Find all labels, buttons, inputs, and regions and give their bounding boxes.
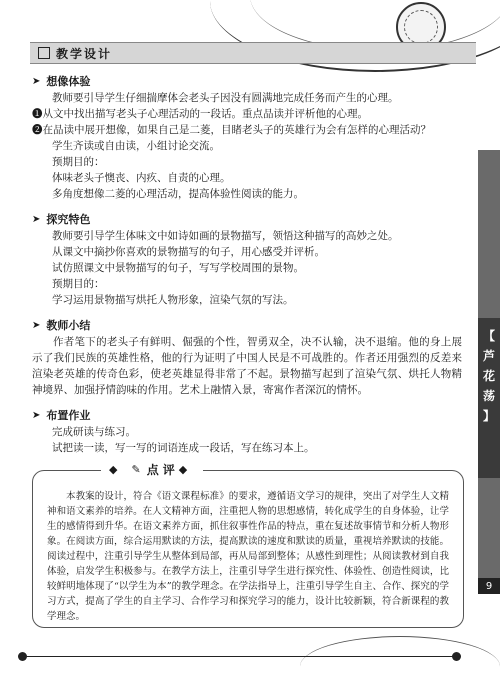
- side-tab-char: 花: [482, 369, 495, 383]
- bottom-dot-icon: [18, 652, 27, 661]
- arrow-marker-icon: ➤: [32, 320, 41, 331]
- side-tab-char: 芦: [482, 349, 495, 363]
- section-title: ➤ 教师小结: [32, 319, 91, 332]
- text-line: 体味老头子懊丧、内疚、自责的心理。: [52, 172, 231, 184]
- section-header-bar: [30, 42, 476, 64]
- text-line: 试仿照课文中景物描写的句子，写写学校周围的景物。: [52, 262, 304, 274]
- lesson-content: [32, 74, 462, 456]
- summary-paragraph: 作者笔下的老头子有鲜明、倔强的个性，智勇双全，决不认输，决不退缩。他的身上展示了我们民族的英雄性格，他的行为证明了中国人民是不可战胜的。作者还用强烈的反差来渲染老英雄的传奇色彩，使老英雄显得非常了不起。景物描写起到了渲染气氛、烘托人物精神境界、加强抒情韵味的作用。艺术上融情入景，寄寓作者深沉的情怀。: [32, 336, 462, 396]
- section-title: ➤ 探究特色: [32, 213, 91, 226]
- bottom-decorative-arc: [300, 636, 500, 697]
- text-line: 教师要引导学生体味文中如诗如画的景物描写，领悟这种描写的高妙之处。: [52, 230, 399, 242]
- text-line: ❶从文中找出描写老头子心理活动的一段话。重点品读并评析他的心理。: [32, 108, 368, 120]
- header-title: 教学设计: [56, 46, 113, 61]
- comment-box: [32, 463, 464, 628]
- text-line: 预期目的：: [52, 156, 105, 168]
- text-line: 教师要引导学生仔细揣摩体会老头子因没有圆满地完成任务而产生的心理。: [52, 92, 399, 104]
- text-line: 学生齐读或自由读，小组讨论交流。: [52, 140, 220, 152]
- diamond-icon: ◆: [109, 463, 122, 476]
- bottom-rule: [20, 656, 460, 657]
- text-line: 试把读一读，写一写的词语连成一段话，写在练习本上。: [52, 442, 315, 454]
- side-tab-char: 荡: [482, 389, 495, 403]
- comment-text: 本教案的设计，符合《语文课程标准》的要求，遵循语文学习的规律，突出了对学生人文精神和语文素养的培养。在人文精神方面，注重把人物的思想感情，转化成学生的自身体验，让学生的感情得到升华。在语文素养方面，抓住叙事性作品的特点，重在复述故事情节和分析人物形象。在阅读方面，综合运用默读的方法，提高默读的速度和默读的质量，重视培养默读的技能。阅读过程中，注重引导学生从整体到局部，再从局部到整体；从感性到理性；从阅读教材到自我体验，启发学生积极参与。在教学方法上，注重引导学生进行探究性、体验性、创造性阅读，比较鲜明地体现了“以学生为本”的教学理念。在学法指导上，注重引导学生自主、合作、探究的学习方式，提高了学生的自主学习、合作学习和探究学习的能力，设计比较新颖，符合新课程的教学理念。: [47, 491, 449, 622]
- arrow-marker-icon: ➤: [32, 76, 41, 87]
- diamond-icon: ◆: [178, 463, 192, 476]
- checkbox-square-icon: [38, 47, 50, 59]
- pen-icon: ✎: [131, 463, 141, 476]
- comment-title: ◆ ✎ 点 评 ◆: [101, 461, 203, 478]
- text-line: 从课文中摘抄你喜欢的景物描写的句子，用心感受并评析。: [52, 246, 325, 258]
- page-number: 9: [478, 578, 500, 594]
- section-title: ➤ 想像体验: [32, 75, 91, 88]
- section-title: ➤ 布置作业: [32, 409, 91, 422]
- lesson-side-tab: 【 芦 花 荡 】: [478, 318, 500, 478]
- text-line: ❷在品读中展开想像，如果自己是二菱，目睹老头子的英雄行为会有怎样的心理活动？: [32, 124, 431, 136]
- text-line: 预期目的：: [52, 278, 105, 290]
- bottom-dot-icon: [452, 652, 461, 661]
- text-line: 学习运用景物描写烘托人物形象，渲染气氛的写法。: [52, 294, 294, 306]
- text-line: 多角度想像二菱的心理活动，提高体验性阅读的能力。: [52, 188, 304, 200]
- side-strip: [478, 478, 500, 578]
- side-strip: [478, 150, 500, 318]
- arrow-marker-icon: ➤: [32, 410, 41, 421]
- text-line: 完成研读与练习。: [52, 426, 136, 438]
- arrow-marker-icon: ➤: [32, 214, 41, 225]
